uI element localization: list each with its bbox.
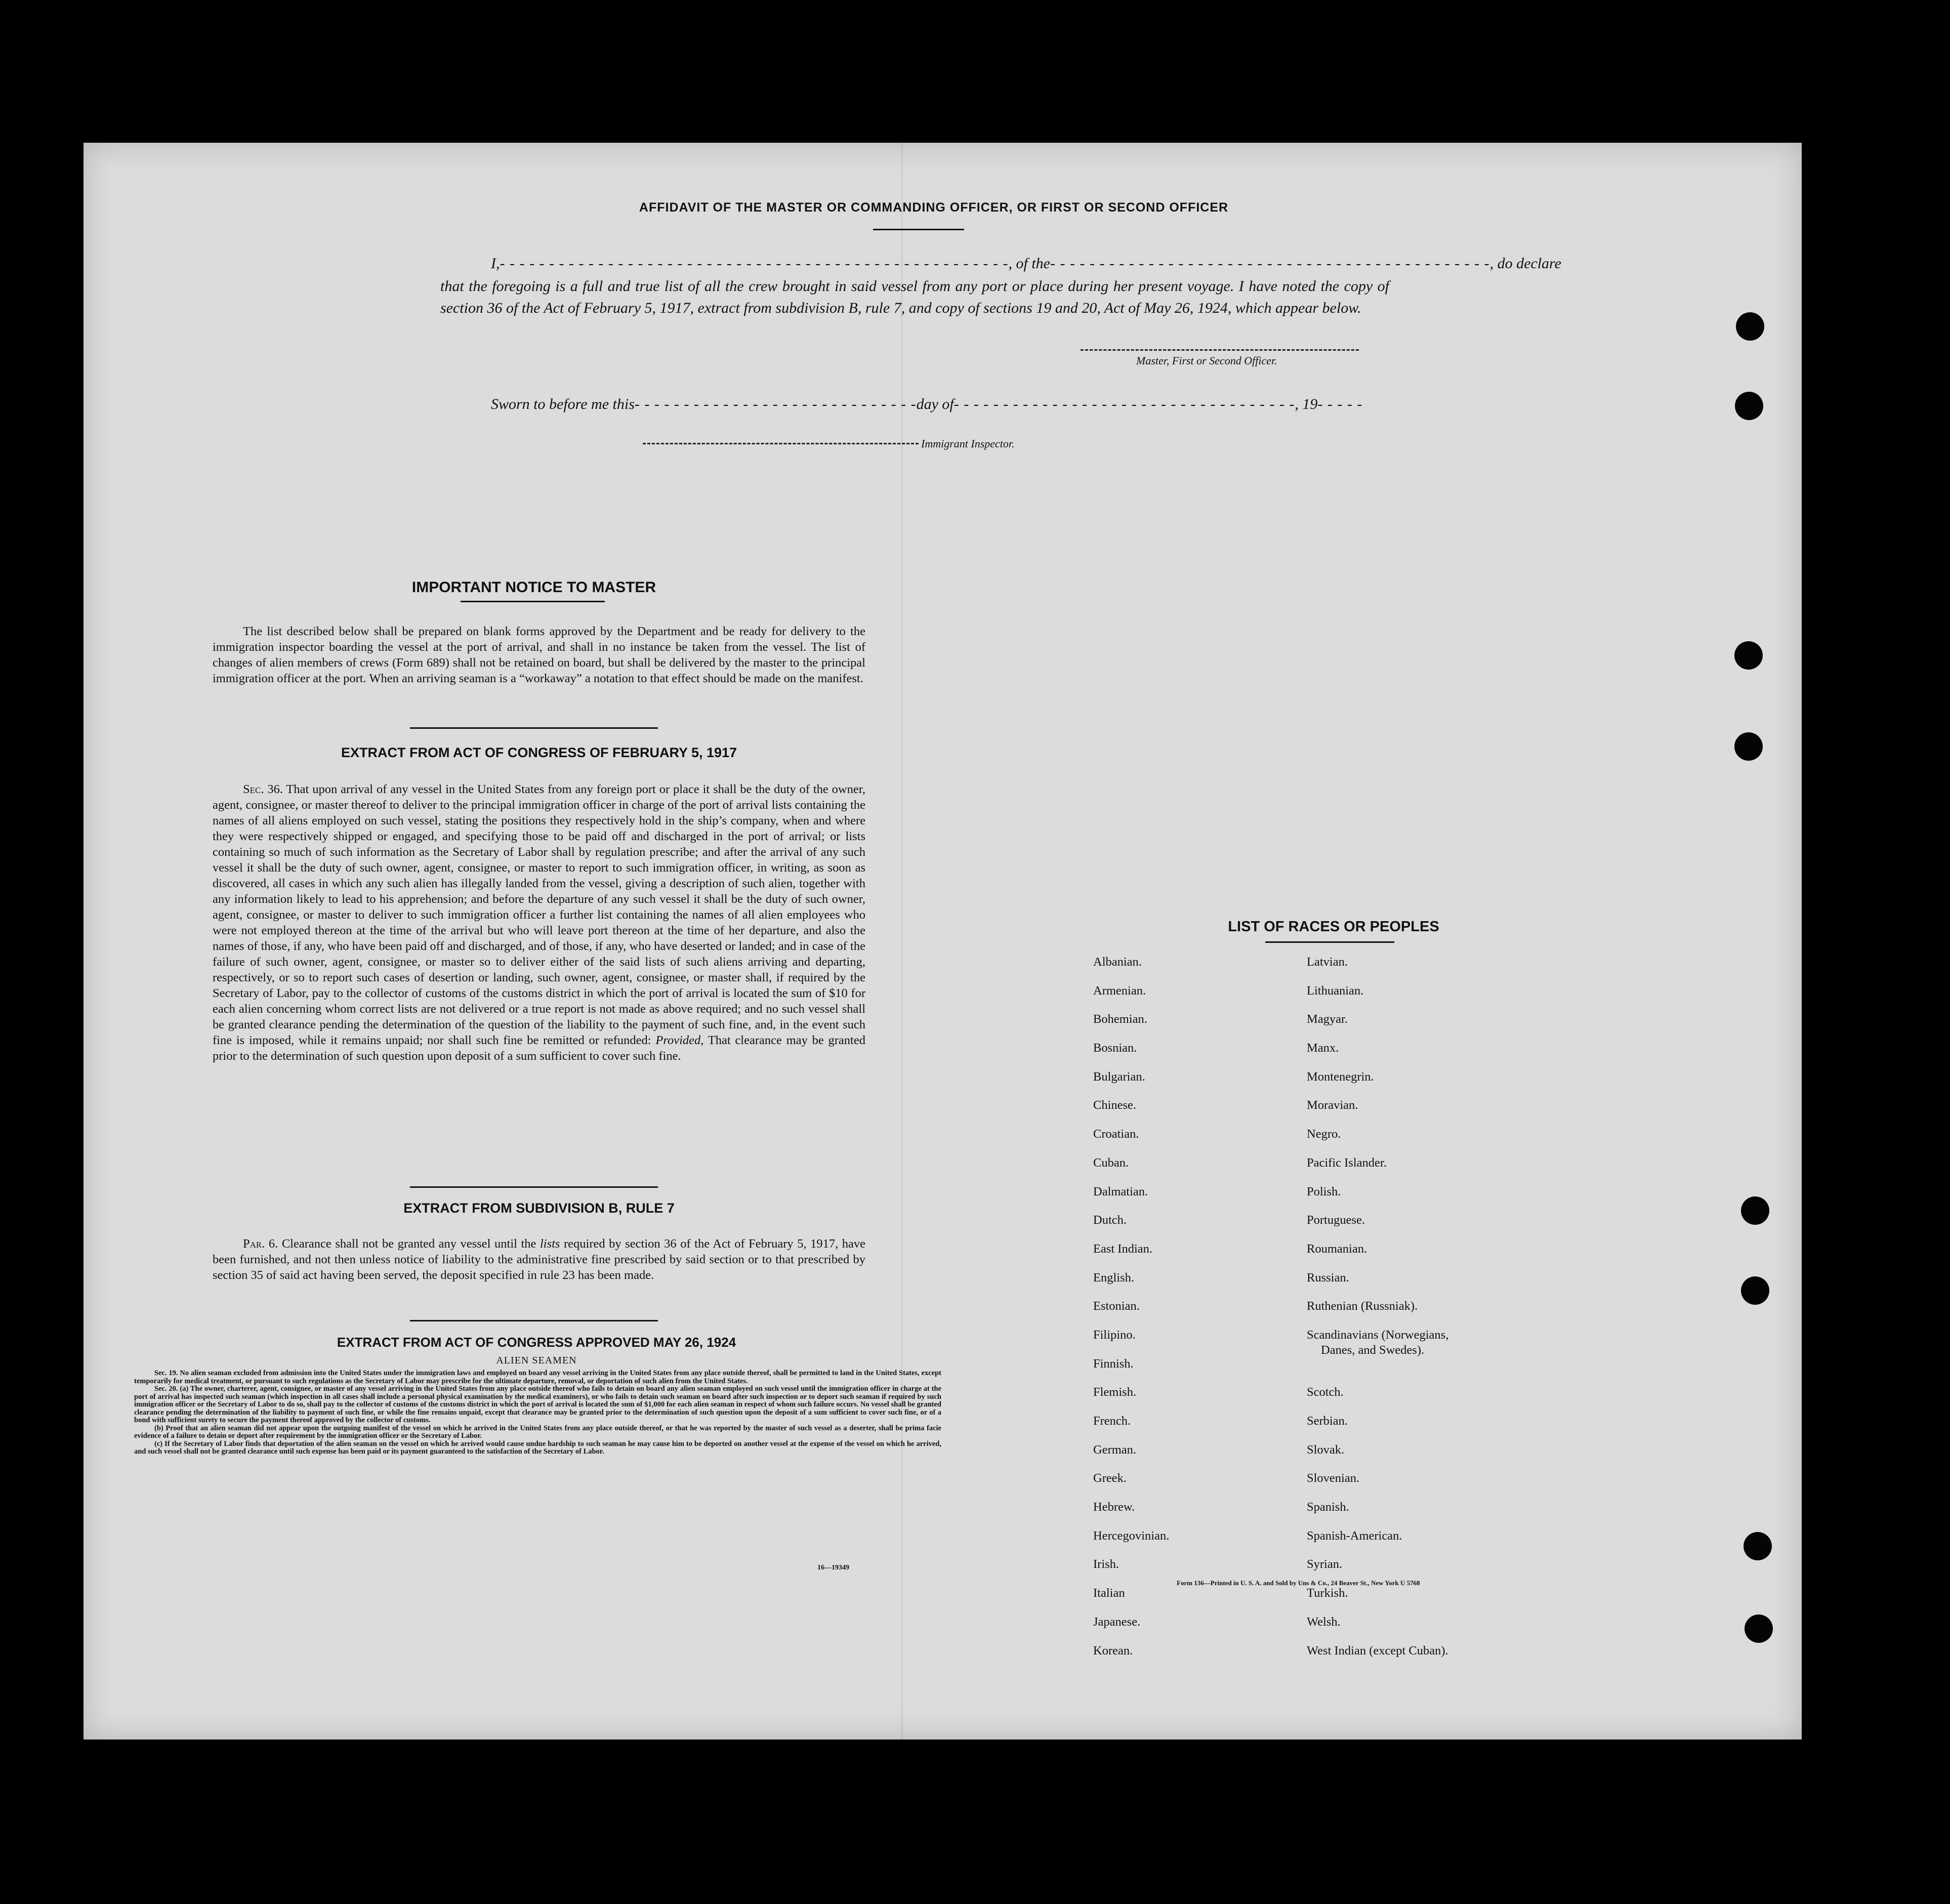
extract-1924-title: EXTRACT FROM ACT OF CONGRESS APPROVED MAY 26, 1924 <box>337 1335 736 1350</box>
race-item: Slovenian. <box>1307 1471 1360 1485</box>
punch-hole <box>1744 1532 1772 1560</box>
race-item: Hercegovinian. <box>1093 1528 1170 1543</box>
race-item: Irish. <box>1093 1557 1119 1571</box>
i-label: I, <box>491 255 500 272</box>
race-item: Korean. <box>1093 1643 1133 1658</box>
do-declare-label: , do declare <box>1489 255 1561 272</box>
punch-hole <box>1741 1196 1769 1225</box>
race-item: Russian. <box>1307 1270 1349 1285</box>
race-item: Dalmatian. <box>1093 1184 1148 1198</box>
race-item: Lithuanian. <box>1307 983 1364 998</box>
race-item: Pacific Islander. <box>1307 1155 1387 1170</box>
race-item: Dutch. <box>1093 1213 1127 1227</box>
extract-1924-body <box>134 1370 941 1456</box>
race-item: Albanian. <box>1093 955 1142 969</box>
day-of-label: day of <box>916 396 954 412</box>
form-code: 16—19349 <box>817 1564 849 1571</box>
race-item: Negro. <box>1307 1127 1341 1141</box>
lists-word: lists <box>540 1237 560 1251</box>
race-item: Ruthenian (Russniak). <box>1307 1299 1418 1313</box>
declaration-line-1 <box>491 255 1561 272</box>
race-item: Moravian. <box>1307 1098 1358 1112</box>
race-item: Spanish. <box>1307 1500 1349 1514</box>
notice-rule <box>461 601 605 602</box>
sworn-label: Sworn to before me this <box>491 396 635 412</box>
day-blank: - - - - - - - - - - - - - - - - - - - - - - - - - - - - - <box>634 396 917 412</box>
year-blank: - - - - - <box>1317 396 1363 412</box>
race-item: Cuban. <box>1093 1155 1129 1170</box>
race-item: Danes, and Swedes). <box>1321 1343 1425 1357</box>
inspector-caption: Immigrant Inspector. <box>921 437 1015 450</box>
punch-hole <box>1736 312 1764 341</box>
race-item: Bohemian. <box>1093 1012 1147 1026</box>
sec-36-text: That upon arrival of any vessel in the United States from any foreign port or place it shall be the duty of the owner, agent, consignee, or master thereof to deliver to the principal immigration officer in charge of the port of arrival lists containing the names of all aliens employed on such vessel, stating the positions they respectively hold in the ship’s company, when and where they were respectively shipped or engaged, and specifying those to be paid off and discharged in the port of arrival; or lists containing so much of such information as the Secretary of Labor shall by regulation prescribe; and after the arrival of any such vessel it shall be the duty of such owner, agent, consignee, or master to report to such immigration officer, in writing, as soon as discovered, all cases in which any such alien has illegally landed from the vessel, giving a description of such alien, together with any information likely to lead to his apprehension; and before the departure of any such vessel it shall be the duty of such owner, agent, consignee, or master to deliver to such immigration officer a further list containing the names of all alien employees who were not employed thereon at the time of the arrival but who will leave port thereon at the time of her departure, and also the names of those, if any, who have been paid off and discharged, and of those, if any, who have deserted or landed; and in case of the failure of such owner, agent, consignee, or master so to deliver either of the said lists of such aliens arriving and departing, respectively, or so to report such cases of desertion or landing, such owner, agent, consignee, or master shall, if required by the Secretary of Labor, pay to the collector of customs of the customs district in which the port of arrival is located the sum of $10 for each alien concerning whom correct lists are not delivered or a true report is not made as above required; and no such vessel shall be granted clearance pending the determination of the question of the liability to the payment of such fine, and, in the event such fine is imposed, while it remains unpaid; nor shall such fine be remitted or refunded: <box>213 782 866 1047</box>
race-item: Latvian. <box>1307 955 1348 969</box>
alien-seamen-subtitle: ALIEN SEAMEN <box>496 1355 577 1366</box>
race-item: Spanish-American. <box>1307 1528 1402 1543</box>
year-label: , 19 <box>1295 396 1318 412</box>
race-item: Roumanian. <box>1307 1241 1367 1256</box>
rule-7-body <box>213 1236 865 1283</box>
race-item: Italian <box>1093 1586 1125 1600</box>
race-item: Polish. <box>1307 1184 1341 1198</box>
race-item: Manx. <box>1307 1041 1339 1055</box>
race-item: Magyar. <box>1307 1012 1348 1026</box>
race-item: Flemish. <box>1093 1385 1137 1399</box>
race-item: Japanese. <box>1093 1615 1141 1629</box>
race-item: Montenegrin. <box>1307 1069 1374 1084</box>
page-fold <box>901 143 903 1740</box>
sec-20a-text: Sec. 20. (a) The owner, charterer, agent, consignee, or master of any vessel arriving in the United States from any place outside thereof who fails to detain on board any alien seaman employed on such vessel until the immigration officer in charge at the port of arrival has inspected such seaman (which inspection in all cases shall include a personal physical examination by the medical examiners), or who fails to detain such seaman on board after such inspection or to deport such seaman if required by such immigration officer or the Secretary of Labor to do so, shall pay to the collector of customs of the customs district in which the port of arrival is located the sum of $1,000 for each alien seaman in respect of whom such failure occurs. No vessel shall be granted clearance pending the determination of the liability to payment of such fine, or while the fine remains unpaid, except that clearance may be granted prior to the determination of such question upon the deposit of a sum sufficient to cover such fine, or of a bond with sufficient surety to secure the payment thereof approved by the collector of customs. <box>134 1385 941 1424</box>
affidavit-title: AFFIDAVIT OF THE MASTER OR COMMANDING OFFICER, OR FIRST OR SECOND OFFICER <box>639 200 1229 215</box>
of-the-label: , of the <box>1008 255 1050 272</box>
race-item: Bulgarian. <box>1093 1069 1145 1084</box>
punch-hole <box>1735 392 1763 420</box>
name-blank: - - - - - - - - - - - - - - - - - - - - - - - - - - - - - - - - - - - - - - - - - - - - - - - - - - - - <box>500 255 1009 272</box>
race-item: English. <box>1093 1270 1134 1285</box>
race-item: Turkish. <box>1307 1586 1348 1600</box>
race-item: Portuguese. <box>1307 1213 1365 1227</box>
punch-hole <box>1745 1615 1773 1643</box>
form-printer-line: Form 136—Printed in U. S. A. and Sold by Uns & Co., 24 Beaver St., New York U 5768 <box>1177 1579 1420 1587</box>
punch-hole <box>1734 641 1763 670</box>
rule-7-text-end: required by section 36 of the Act of February 5, 1917, have been furnished, and not then unless notice of liability to the administrative fine prescribed by said section or to that prescribed by section 35 of said act having been served, the deposit specified in rule 23 has been made. <box>213 1237 866 1282</box>
sec-20c-text: (c) If the Secretary of Labor finds that deportation of the alien seaman on the vessel on which he arrived would cause undue hardship to such seaman he may cause him to be deported on another vessel at the expense of the vessel on which he arrived, and such vessel shall not be granted clearance until such expense has been paid or its payment guaranteed to the satisfaction of the Secretary of Labor. <box>134 1439 941 1456</box>
race-item: Finnish. <box>1093 1356 1134 1371</box>
declaration-body: that the foregoing is a full and true list of all the crew brought in said vessel from any port or place during her present voyage. I have noted the copy of section 36 of the Act of February 5, 1917, extract from subdivision B, rule 7, and copy of sections 19 and 20, Act of May 26, 1924, which appear below. <box>440 278 1389 316</box>
sec-20b-text: (b) Proof that an alien seaman did not appear upon the outgoing manifest of the vessel on which he arrived in the United States from any place outside thereof, or that he was reported by the master of such vessel as a deserter, shall be prima facie evidence of a failure to detain or deport after requirement by the immigration officer or the Secretary of Labor. <box>134 1424 941 1440</box>
race-item: West Indian (except Cuban). <box>1307 1643 1448 1658</box>
race-item: Scotch. <box>1307 1385 1344 1399</box>
race-item: Hebrew. <box>1093 1500 1135 1514</box>
race-item: Armenian. <box>1093 983 1146 998</box>
punch-hole <box>1741 1276 1769 1305</box>
divider <box>410 1186 658 1188</box>
races-title: LIST OF RACES OR PEOPLES <box>1228 919 1439 935</box>
document-page <box>84 143 1802 1740</box>
race-item: Syrian. <box>1307 1557 1343 1571</box>
notice-body: The list described below shall be prepared on blank forms approved by the Department and be ready for delivery to the immigration inspector boarding the vessel at the port of arrival, and shall in no instance be taken from the vessel. The list of changes of alien members of crews (Form 689) shall not be retained on board, but shall be delivered by the master to the principal immigration officer at the port. When an arriving seaman is a “workaway” a notation to that effect should be made on the manifest. <box>213 625 865 685</box>
title-rule <box>873 229 964 230</box>
race-item: French. <box>1093 1414 1131 1428</box>
notice-title: IMPORTANT NOTICE TO MASTER <box>411 579 656 596</box>
divider <box>410 727 658 729</box>
extract-1917-title: EXTRACT FROM ACT OF CONGRESS OF FEBRUARY 5, 1917 <box>341 745 737 760</box>
month-blank: - - - - - - - - - - - - - - - - - - - - - - - - - - - - - - - - - - - <box>953 396 1295 412</box>
races-left-column <box>1093 955 1169 1672</box>
par-6-label: Par. 6. <box>243 1237 278 1251</box>
extract-1917-body <box>213 781 865 1064</box>
rule-7-text-start: Clearance shall not be granted any vessel until the <box>281 1237 536 1251</box>
rule-7-title: EXTRACT FROM SUBDIVISION B, RULE 7 <box>403 1201 675 1216</box>
race-item: Scandinavians (Norwegians, <box>1307 1328 1449 1342</box>
sec-36-label: Sec. 36. <box>243 782 283 796</box>
sec-19-text: Sec. 19. No alien seaman excluded from admission into the United States under the immigration laws and employed on board any vessel arriving in the United States from any place outside thereof, shall be permitted to land in the United States, except temporarily for medical treatment, or pursuant to such regulations as the Secretary of Labor may prescribe for the ultimate departure, removal, or deportation of such alien from the United States. <box>134 1369 941 1385</box>
races-right-column <box>1307 955 1448 1672</box>
race-item: Welsh. <box>1307 1615 1341 1629</box>
race-item: Bosnian. <box>1093 1041 1137 1055</box>
divider <box>410 1320 658 1321</box>
race-item: Serbian. <box>1307 1414 1348 1428</box>
race-item: German. <box>1093 1442 1137 1457</box>
race-item: East Indian. <box>1093 1241 1153 1256</box>
race-item: Estonian. <box>1093 1299 1140 1313</box>
signature-caption: Master, First or Second Officer. <box>1136 354 1277 367</box>
race-item: Slovak. <box>1307 1442 1345 1457</box>
race-item: Chinese. <box>1093 1098 1137 1112</box>
punch-hole <box>1734 732 1763 761</box>
provided-label: Provided, <box>655 1033 704 1047</box>
race-item: Filipino. <box>1093 1328 1136 1342</box>
sworn-line <box>491 396 1362 413</box>
inspector-line <box>643 443 919 444</box>
sec-36-end: That clearance may be granted prior to the determination of such question upon deposit of a sum sufficient to cover such fine. <box>213 1033 865 1063</box>
race-item: Greek. <box>1093 1471 1127 1485</box>
vessel-blank: - - - - - - - - - - - - - - - - - - - - - - - - - - - - - - - - - - - - - - - - - - - - - <box>1050 255 1490 272</box>
signature-line <box>1081 349 1359 351</box>
races-rule <box>1265 941 1394 943</box>
race-item: Croatian. <box>1093 1127 1139 1141</box>
